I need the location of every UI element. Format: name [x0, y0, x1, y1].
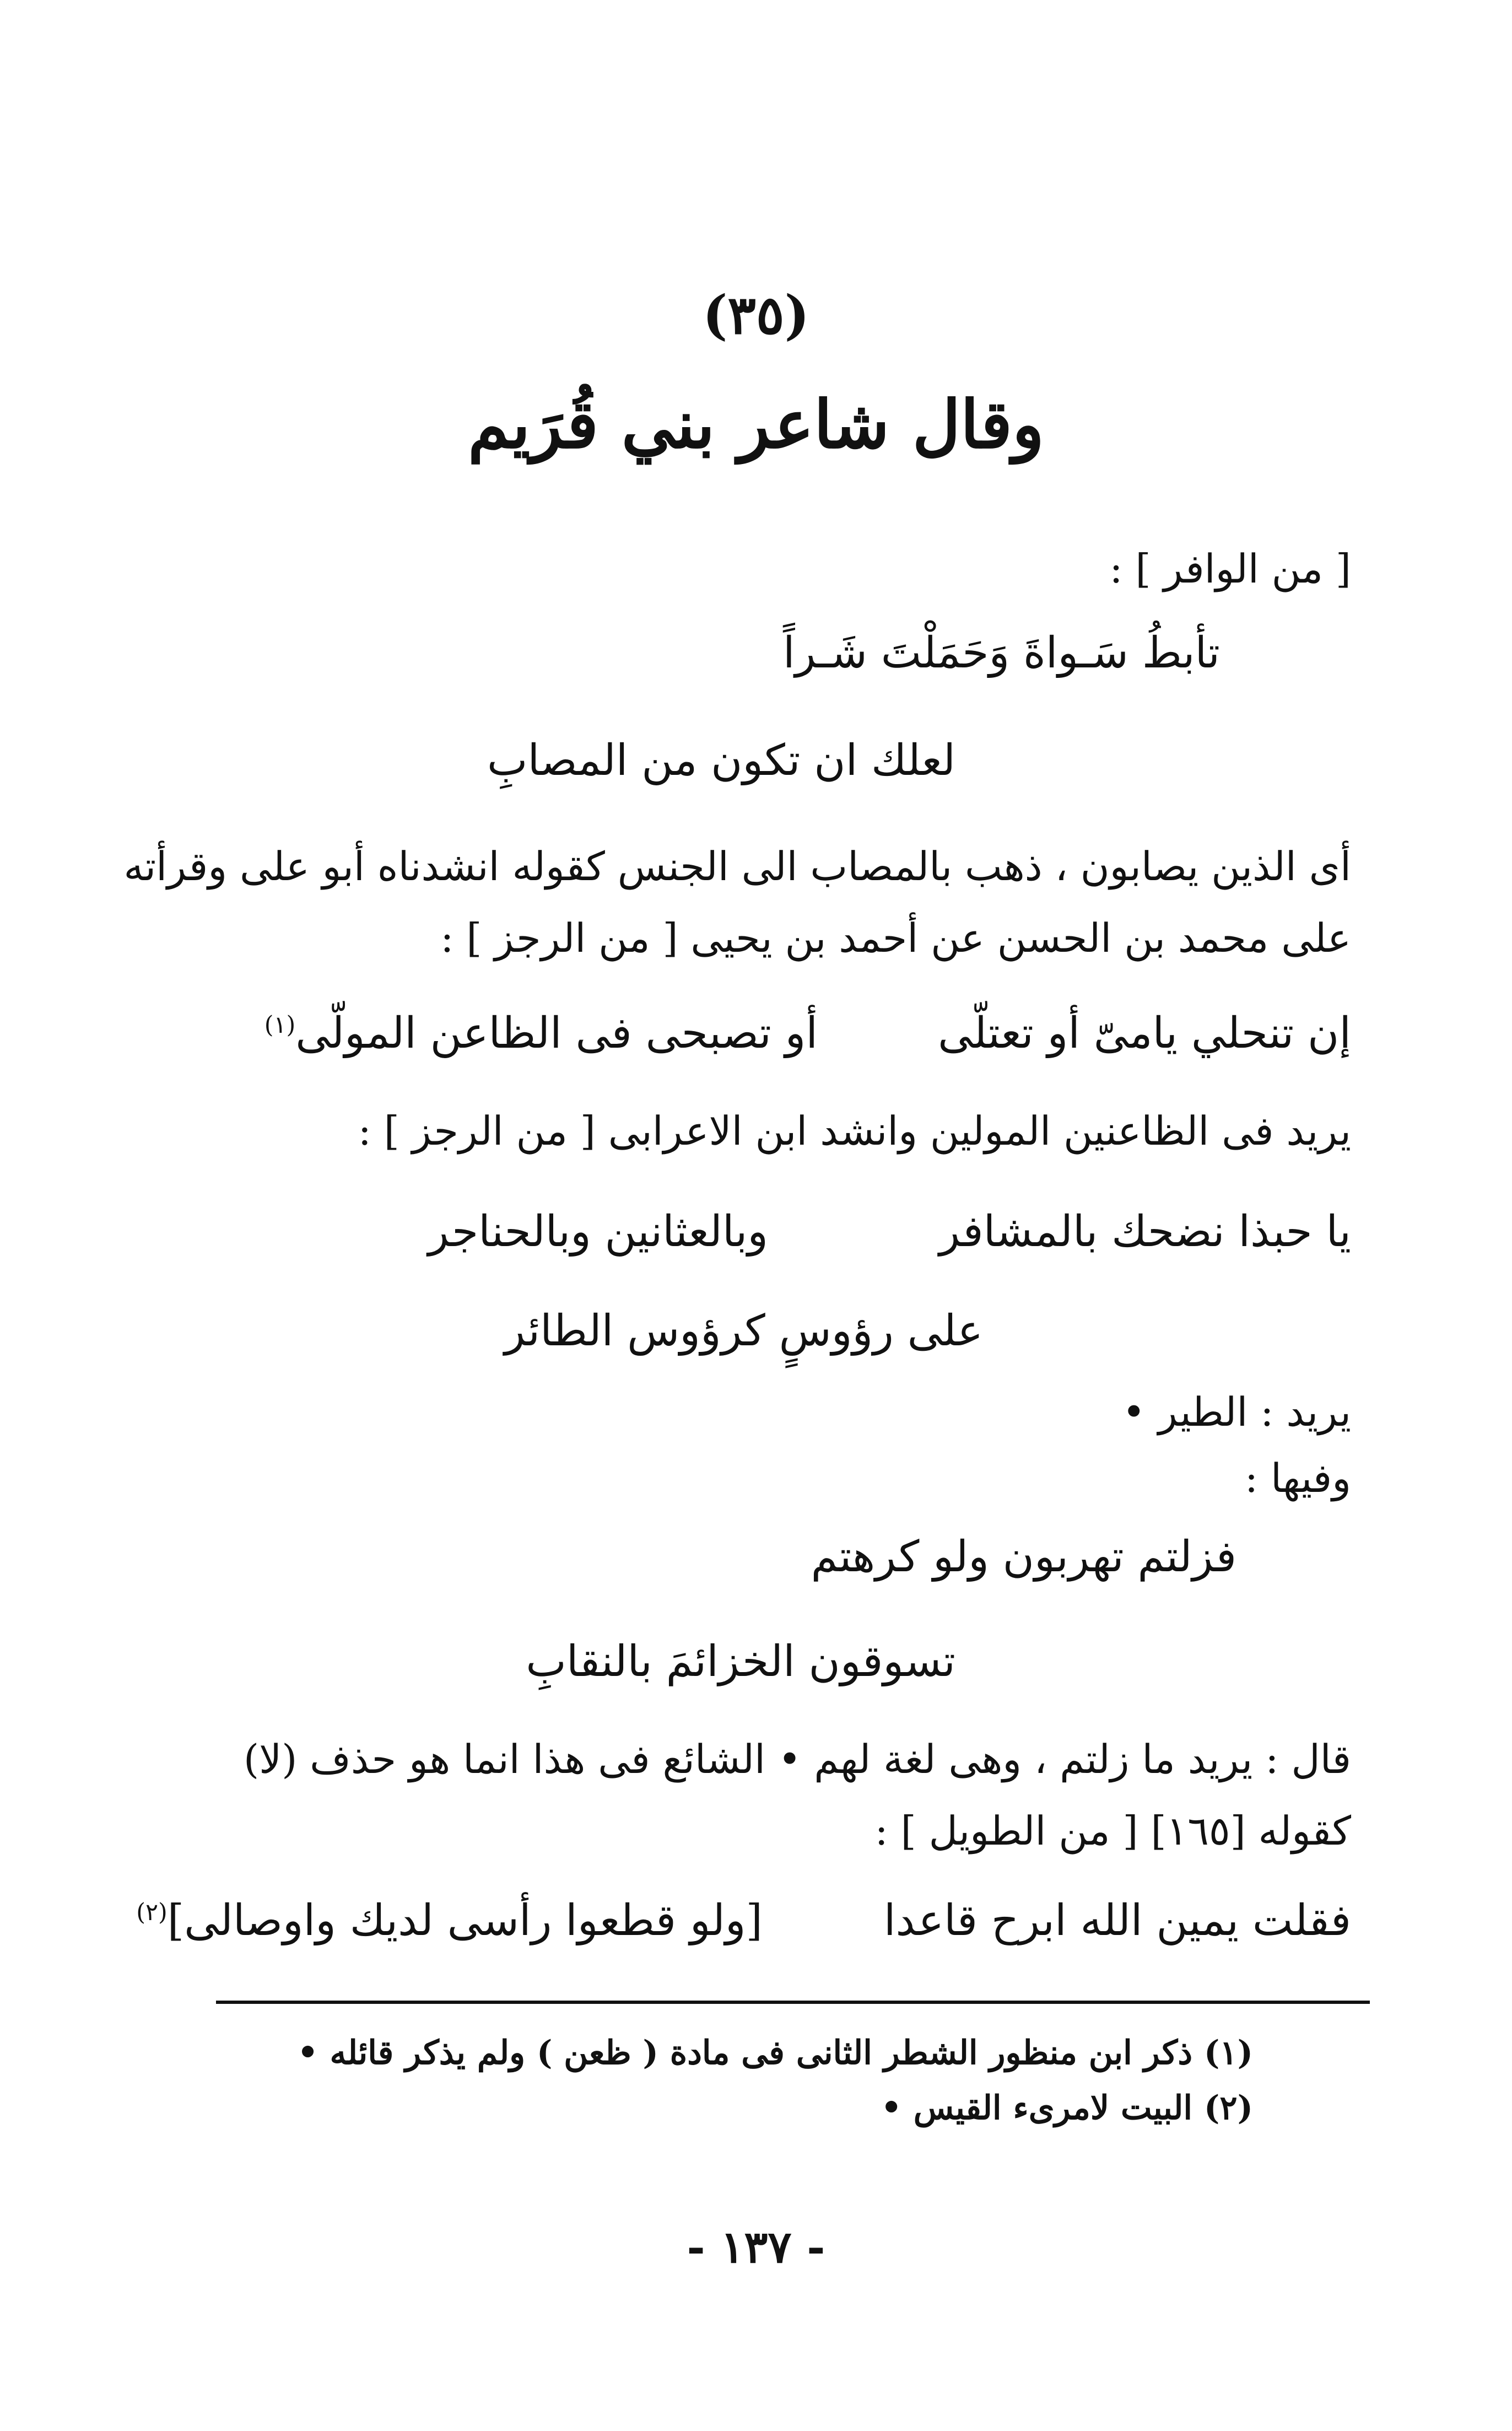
verse-1-ajuz: لعلك ان تكون من المصابِ [487, 736, 955, 785]
footnote-1: (١) ذكر ابن منظور الشطر الثانى فى مادة ( ظعن ) ولم يذكر قائله • [297, 2034, 1253, 2072]
wafiha-label: وفيها : [1244, 1455, 1351, 1501]
meter-label: [ من الوافر ] : [1109, 546, 1351, 592]
verse-4-ajuz: تسوقون الخزائمَ بالنقابِ [526, 1637, 955, 1686]
footnote-2: (٢) البيت لامرىء القيس • [881, 2089, 1253, 2127]
verse-5-first: فقلت يمين الله ابرح قاعدا [883, 1896, 1351, 1945]
footnote-divider [216, 2001, 1370, 2004]
commentary-2: يريد فى الظاعنين المولين وانشد ابن الاعرابى [ من الرجز ] : [358, 1108, 1351, 1154]
footnote-ref-2: (٢) [136, 1899, 168, 1926]
page-number: - ١٣٧ - [687, 2221, 825, 2273]
commentary-4-line-2: كقوله [١٦٥] [ من الطويل ] : [874, 1808, 1351, 1854]
commentary-3: يريد : الطير • [1122, 1389, 1351, 1435]
poem-number: (٣٥) [703, 284, 809, 346]
verse-3-third: على رؤوسٍ كرؤوس الطائر [504, 1306, 983, 1356]
verse-3-second: وبالعثانين وبالحناجر [428, 1207, 768, 1257]
verse-5-second-text: [ولو قطعوا رأسى لديك واوصالى] [167, 1896, 763, 1945]
verse-4-sadr: فزلتم تهربون ولو كرهتم [811, 1532, 1236, 1582]
verse-5-second [136, 1896, 763, 1945]
commentary-1-line-2: على محمد بن الحسن عن أحمد بن يحيى [ من الرجز ] : [440, 915, 1351, 961]
commentary-1-line-1: أى الذين يصابون ، ذهب بالمصاب الى الجنس كقوله انشدناه أبو على وقرأته [123, 843, 1351, 890]
commentary-4-line-1: قال : يريد ما زلتم ، وهى لغة لهم • الشائع فى هذا انما هو حذف (لا) [244, 1736, 1351, 1782]
verse-1-sadr: تأبطُ سَـواةَ وَحَمَلْتَ شَـراً [783, 628, 1220, 678]
verse-2-second-text: أو تصبحى فى الظاعن المولّى [295, 1009, 818, 1058]
footnote-ref-1: (١) [264, 1011, 296, 1039]
poem-title: وقال شاعر بني قُرَيم [468, 386, 1044, 463]
verse-3-first: يا حبذا نضحك بالمشافر [939, 1207, 1351, 1257]
verse-2-first: إن تنحلي يامىّ أو تعتلّى [938, 1009, 1351, 1058]
verse-2-second [264, 1009, 818, 1058]
